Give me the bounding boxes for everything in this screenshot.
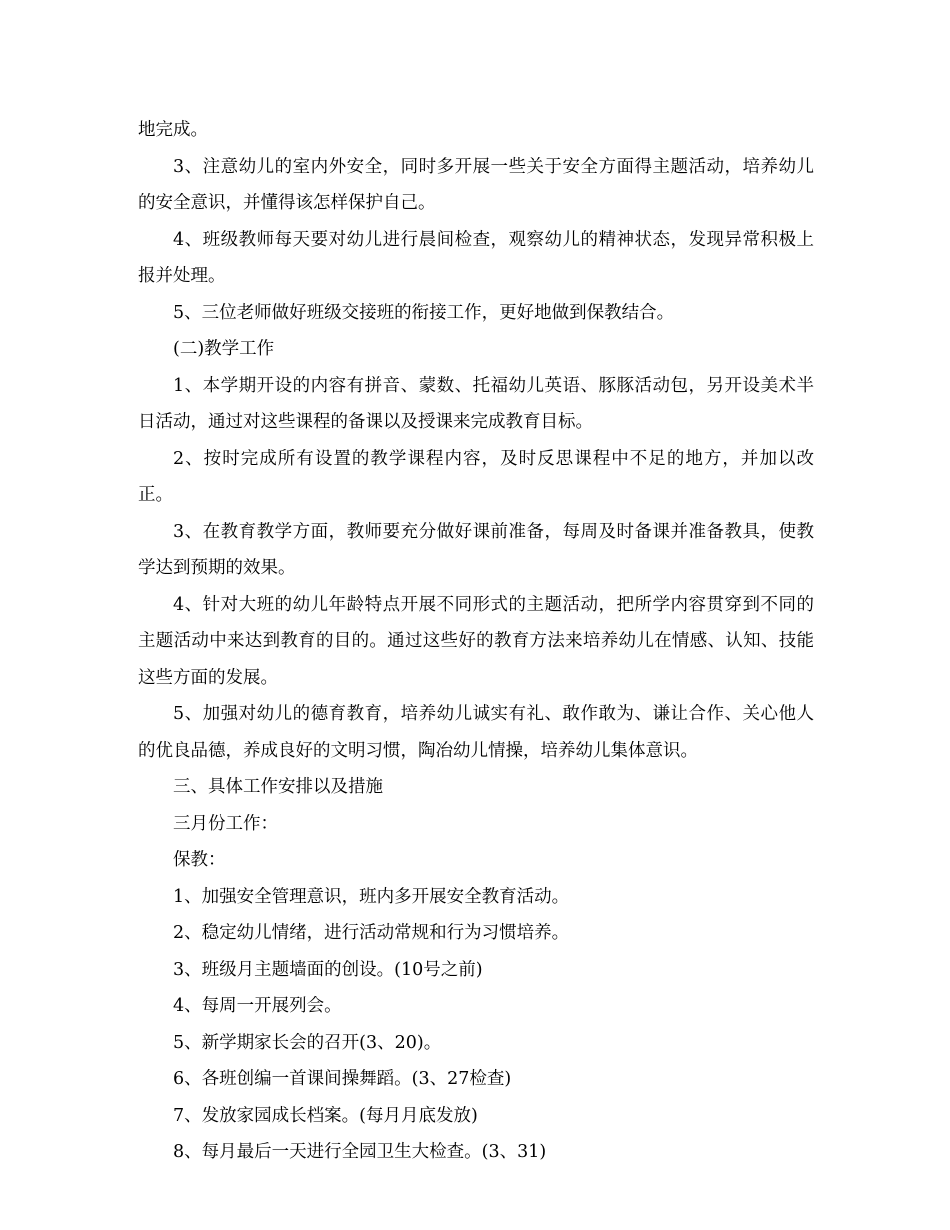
paragraph-9: 4、针对大班的幼儿年龄特点开展不同形式的主题活动，把所学内容贯穿到不同的主题活动中来达到教育的目的。通过这些好的教育方法来培养幼儿在情感、认知、技能这些方面的发展。: [138, 594, 814, 688]
section-heading-arrangement: 三、具体工作安排以及措施: [173, 777, 383, 797]
paragraph-8: 3、在教育教学方面，教师要充分做好课前准备，每周及时备课并准备教具，使教学达到预期的效果。: [138, 521, 814, 578]
paragraph-2: 3、注意幼儿的室内外安全，同时多开展一些关于安全方面得主题活动，培养幼儿的安全意识，并懂得该怎样保护自己。: [138, 156, 814, 213]
list-item-5: 5、新学期家长会的召开(3、20)。: [173, 1032, 442, 1053]
list-item-3: 3、班级月主题墙面的创设。(10号之前): [173, 959, 483, 980]
list-item-6: 6、各班创编一首课间操舞蹈。(3、27检查): [173, 1069, 512, 1089]
list-item-7: 7、发放家园成长档案。(每月月底发放): [173, 1105, 478, 1126]
paragraph-10: 5、加强对幼儿的德育教育，培养幼儿诚实有礼、敢作敢为、谦让合作、关心他人的优良品德，养成良好的文明习惯，陶冶幼儿情操，培养幼儿集体意识。: [138, 704, 814, 761]
paragraph-4: 5、三位老师做好班级交接班的衔接工作，更好地做到保教结合。: [173, 302, 675, 323]
paragraph-3: 4、班级教师每天要对幼儿进行晨间检查，观察幼儿的精神状态，发现异常积极上报并处理。: [138, 229, 814, 286]
document-body: [138, 112, 814, 1171]
paragraph-6: 1、本学期开设的内容有拼音、蒙数、托福幼儿英语、豚豚活动包，另开设美术半日活动，通过对这些课程的备课以及授课来完成教育目标。: [138, 375, 814, 432]
subheading-march: 三月份工作：: [173, 813, 278, 834]
paragraph-7: 2、按时完成所有设置的教学课程内容，及时反思课程中不足的地方，并加以改正。: [138, 448, 814, 505]
subheading-care: 保教：: [173, 850, 226, 870]
list-item-8: 8、每月最后一天进行全园卫生大检查。(3、31): [173, 1142, 547, 1162]
list-item-2: 2、稳定幼儿情绪，进行活动常规和行为习惯培养。: [173, 923, 570, 943]
paragraph-1: 地完成。: [138, 120, 208, 140]
list-item-4: 4、每周一开展列会。: [173, 996, 342, 1016]
section-heading-teaching: (二)教学工作: [173, 339, 275, 359]
list-item-1: 1、加强安全管理意识，班内多开展安全教育活动。: [173, 886, 570, 907]
